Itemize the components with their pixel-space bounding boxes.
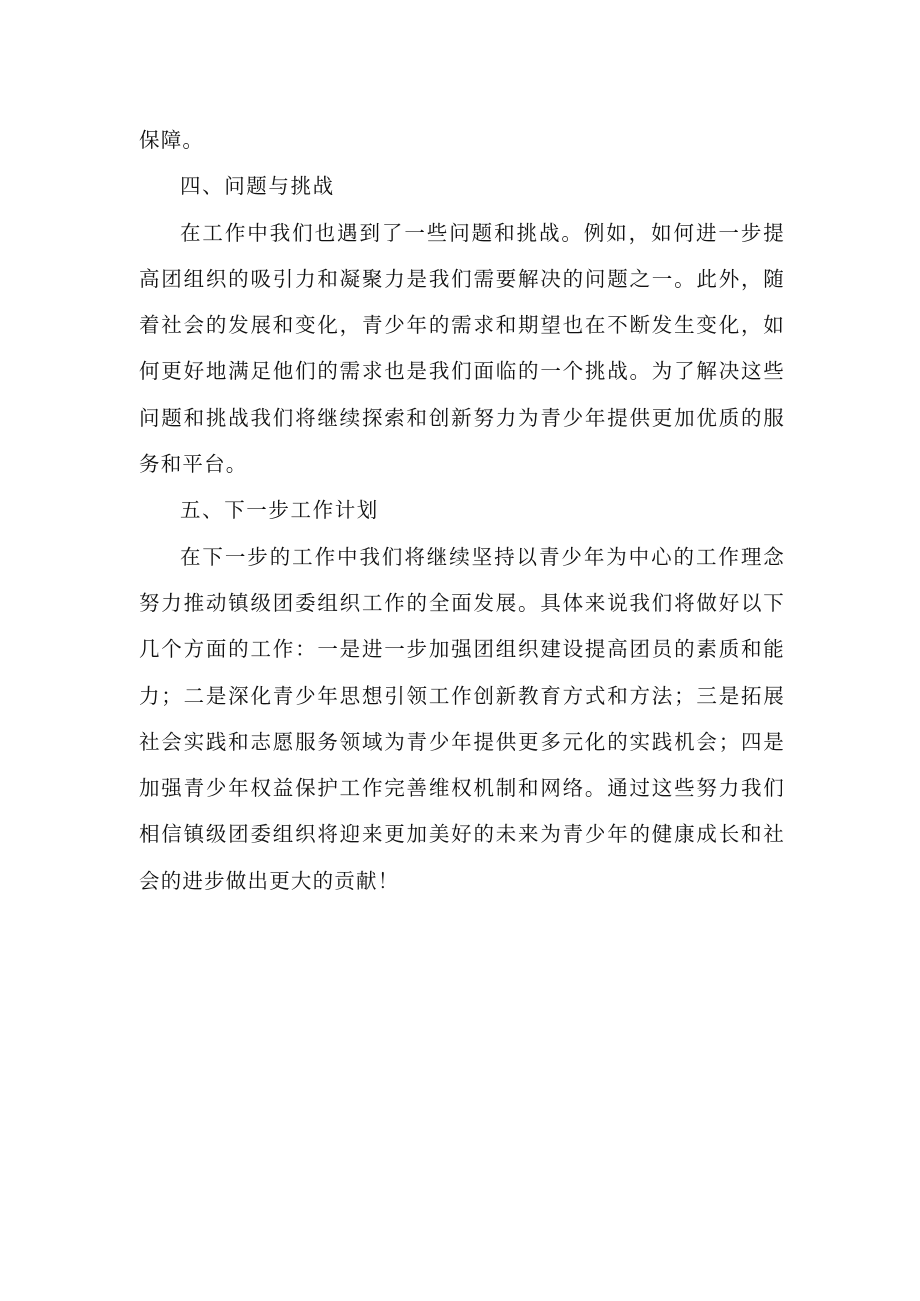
paragraph-continuation: 保障。 xyxy=(139,128,205,152)
section-heading-next-steps: 五、下一步工作计划 xyxy=(180,498,379,523)
paragraph-next-steps: 在下一步的工作中我们将继续坚持以青少年为中心的工作理念努力推动镇级团委组织工作的全面发展。具体来说我们将做好以下几个方面的工作：一是进一步加强团组织建设提高团员的素质和能力；二是深化青少年思想引领工作创新教育方式和方法；三是拓展社会实践和志愿服务领域为青少年提供更多元化的实践机会；四是加强青少年权益保护工作完善维权机制和网络。通过这些努力我们相信镇级团委组织将迎来更加美好的未来为青少年的健康成长和社会的进步做出更大的贡献！ xyxy=(139,544,785,893)
section-heading-problems-challenges: 四、问题与挑战 xyxy=(180,174,335,199)
document-body xyxy=(139,117,785,904)
paragraph-problems-challenges: 在工作中我们也遇到了一些问题和挑战。例如，如何进一步提高团组织的吸引力和凝聚力是我们需要解决的问题之一。此外，随着社会的发展和变化，青少年的需求和期望也在不断发生变化，如何更好地满足他们的需求也是我们面临的一个挑战。为了解决这些问题和挑战我们将继续探索和创新努力为青少年提供更加优质的服务和平台。 xyxy=(139,220,785,477)
